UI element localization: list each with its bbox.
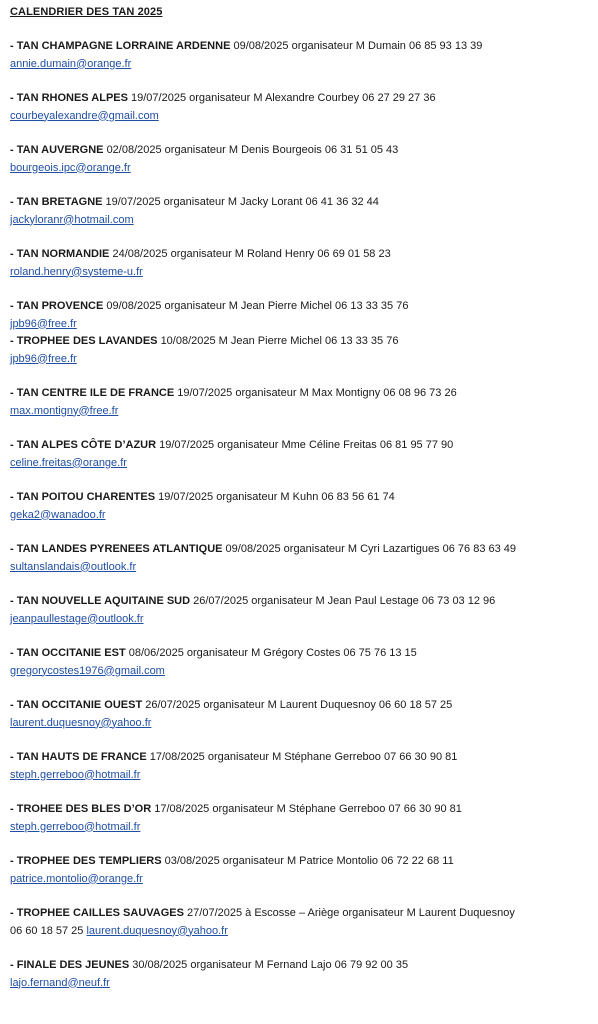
event-name: - TAN CENTRE ILE DE FRANCE <box>10 387 175 399</box>
event-entry <box>10 645 590 680</box>
event-details: 19/07/2025 organisateur M Alexandre Courbey 06 27 29 27 36 <box>131 92 436 104</box>
event-name: - TAN NOUVELLE AQUITAINE SUD <box>10 595 191 607</box>
email-link[interactable]: max.montigny@free.fr <box>10 404 119 417</box>
email-link[interactable]: roland.henry@systeme-u.fr <box>10 265 143 278</box>
event-name: - TAN OCCITANIE EST <box>10 647 126 659</box>
event-phone: 06 60 18 57 25 <box>10 924 84 937</box>
email-link[interactable]: annie.dumain@orange.fr <box>10 57 132 70</box>
event-details: 19/07/2025 organisateur M Jacky Lorant 06 41 36 32 44 <box>105 196 379 208</box>
email-link[interactable]: bourgeois.ipc@orange.fr <box>10 161 131 174</box>
event-details: 17/08/2025 organisateur M Stéphane Gerreboo 07 66 30 90 81 <box>154 803 462 815</box>
event-details: 27/07/2025 à Escosse – Ariège organisateur M Laurent Duquesnoy <box>187 907 515 919</box>
email-link[interactable]: jpb96@free.fr <box>10 352 77 365</box>
email-link[interactable]: laurent.duquesnoy@yahoo.fr <box>10 716 152 729</box>
event-details: 10/08/2025 M Jean Pierre Michel 06 13 33 35 76 <box>160 335 399 347</box>
event-entry <box>10 749 590 784</box>
email-link[interactable]: celine.freitas@orange.fr <box>10 456 127 469</box>
event-name: - TROHEE DES BLES D’OR <box>10 803 152 815</box>
event-details: 08/06/2025 organisateur M Grégory Costes 06 75 76 13 15 <box>128 647 417 659</box>
event-name: - TAN LANDES PYRENEES ATLANTIQUE <box>10 543 223 555</box>
event-entry <box>10 246 590 281</box>
event-name: - TAN NORMANDIE <box>10 248 110 260</box>
event-name: - TAN HAUTS DE FRANCE <box>10 751 147 763</box>
event-details: 03/08/2025 organisateur M Patrice Montolio 06 72 22 68 11 <box>164 855 454 867</box>
event-entry <box>10 541 590 576</box>
event-name: - TROPHEE CAILLES SAUVAGES <box>10 907 184 919</box>
event-entry <box>10 142 590 177</box>
event-entry <box>10 853 590 888</box>
email-link[interactable]: jeanpaullestage@outlook.fr <box>10 612 144 625</box>
event-name: - FINALE DES JEUNES <box>10 959 130 971</box>
email-link[interactable]: sultanslandais@outlook.fr <box>10 560 137 573</box>
email-link[interactable]: steph.gerreboo@hotmail.fr <box>10 820 141 833</box>
event-entry <box>10 298 590 368</box>
event-entry <box>10 38 590 73</box>
event-entry <box>10 489 590 524</box>
event-name: - TAN RHONES ALPES <box>10 92 128 104</box>
event-entry <box>10 385 590 420</box>
event-name: - TAN POITOU CHARENTES <box>10 491 156 503</box>
email-link[interactable]: lajo.fernand@neuf.fr <box>10 976 110 989</box>
event-details: 19/07/2025 organisateur Mme Céline Freitas 06 81 95 77 90 <box>159 439 454 451</box>
event-entry <box>10 957 590 992</box>
event-entry <box>10 90 590 125</box>
event-name: - TAN AUVERGNE <box>10 144 104 156</box>
email-link[interactable]: patrice.montolio@orange.fr <box>10 872 143 885</box>
event-name: - TAN CHAMPAGNE LORRAINE ARDENNE <box>10 40 231 52</box>
event-name: - TROPHEE DES LAVANDES <box>10 335 158 347</box>
event-details: 19/07/2025 organisateur M Max Montigny 06 08 96 73 26 <box>177 387 457 399</box>
event-entry <box>10 905 590 940</box>
event-entry <box>10 801 590 836</box>
event-details: 17/08/2025 organisateur M Stéphane Gerreboo 07 66 30 90 81 <box>149 751 458 763</box>
event-details: 24/08/2025 organisateur M Roland Henry 06 69 01 58 23 <box>112 248 391 260</box>
email-link[interactable]: geka2@wanadoo.fr <box>10 508 106 521</box>
email-link[interactable]: gregorycostes1976@gmail.com <box>10 664 165 677</box>
event-details: 26/07/2025 organisateur M Jean Paul Lestage 06 73 03 12 96 <box>193 595 496 607</box>
event-name: - TROPHEE DES TEMPLIERS <box>10 855 162 867</box>
email-link[interactable]: jackyloranr@hotmail.com <box>10 213 134 226</box>
event-details: 26/07/2025 organisateur M Laurent Duquesnoy 06 60 18 57 25 <box>145 699 453 711</box>
event-name: - TAN PROVENCE <box>10 300 104 312</box>
email-link[interactable]: laurent.duquesnoy@yahoo.fr <box>86 924 228 937</box>
event-details: 09/08/2025 organisateur M Cyri Lazartigues 06 76 83 63 49 <box>225 543 517 555</box>
event-name: - TAN BRETAGNE <box>10 196 103 208</box>
event-details: 09/08/2025 organisateur M Dumain 06 85 93 13 39 <box>233 40 483 52</box>
event-entry <box>10 697 590 732</box>
event-details: 09/08/2025 organisateur M Jean Pierre Michel 06 13 33 35 76 <box>106 300 409 312</box>
email-link[interactable]: steph.gerreboo@hotmail.fr <box>10 768 141 781</box>
event-entry <box>10 437 590 472</box>
event-details: 30/08/2025 organisateur M Fernand Lajo 06 79 92 00 35 <box>132 959 409 971</box>
event-entry <box>10 194 590 229</box>
event-name: - TAN OCCITANIE OUEST <box>10 699 143 711</box>
event-details: 02/08/2025 organisateur M Denis Bourgeois 06 31 51 05 43 <box>106 144 399 156</box>
event-entry <box>10 593 590 628</box>
event-name: - TAN ALPES CÔTE D’AZUR <box>10 439 157 451</box>
page-title: CALENDRIER DES TAN 2025 <box>10 6 163 18</box>
event-details: 19/07/2025 organisateur M Kuhn 06 83 56 61 74 <box>158 491 395 503</box>
email-link[interactable]: jpb96@free.fr <box>10 317 77 330</box>
email-link[interactable]: courbeyalexandre@gmail.com <box>10 109 159 122</box>
